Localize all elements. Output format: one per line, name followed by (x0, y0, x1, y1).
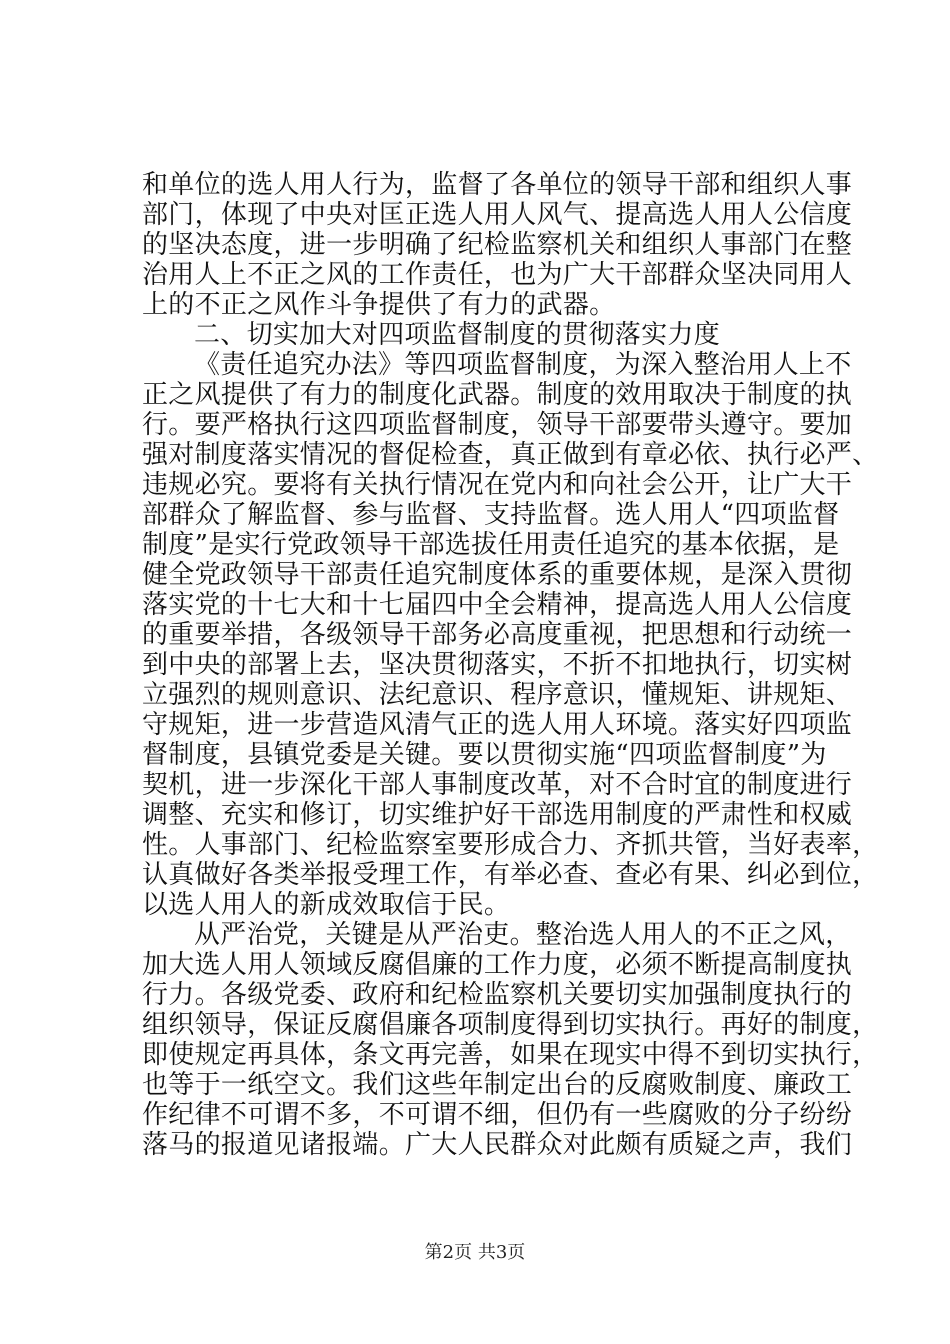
text-line: 加大选人用人领域反腐倡廉的工作力度，必须不断提高制度执 (142, 950, 853, 980)
page-footer (0, 1242, 950, 1264)
text-line: 上的不正之风作斗争提供了有力的武器。 (142, 290, 616, 320)
text-line: 组织领导，保证反腐倡廉各项制度得到切实执行。再好的制度， (142, 1010, 879, 1040)
text-line: 健全党政领导干部责任追究制度体系的重要体规，是深入贯彻 (142, 560, 853, 590)
text-line: 到中央的部署上去，坚决贯彻落实，不折不扣地执行，切实树 (142, 650, 853, 680)
text-line: 落实党的十七大和十七届四中全会精神，提高选人用人公信度 (142, 590, 853, 620)
text-line: 和单位的选人用人行为，监督了各单位的领导干部和组织人事 (142, 170, 853, 200)
text-line: 部群众了解监督、参与监督、支持监督。选人用人“四项监督 (142, 500, 840, 530)
text-line: 部门，体现了中央对匡正选人用人风气、提高选人用人公信度 (142, 200, 853, 230)
text-line: 守规矩，进一步营造风清气正的选人用人环境。落实好四项监 (142, 710, 853, 740)
paragraph-start-line: 《责任追究办法》等四项监督制度，为深入整治用人上不 (194, 350, 852, 380)
text-line: 即使规定再具体，条文再完善，如果在现实中得不到切实执行， (142, 1040, 879, 1070)
text-line: 落马的报道见诸报端。广大人民群众对此颇有质疑之声，我们 (142, 1130, 853, 1160)
text-line: 督制度，县镇党委是关键。要以贯彻实施“四项监督制度”为 (142, 740, 827, 770)
page-number: 第2页 共3页 (424, 1242, 526, 1263)
paragraph-start-line: 从严治党，关键是从严治吏。整治选人用人的不正之风， (194, 920, 852, 950)
text-line: 强对制度落实情况的督促检查，真正做到有章必依、执行必严、 (142, 440, 879, 470)
text-line: 契机，进一步深化干部人事制度改革，对不合时宜的制度进行 (142, 770, 853, 800)
document-body (142, 170, 879, 1160)
text-line: 正之风提供了有力的制度化武器。制度的效用取决于制度的执 (142, 380, 853, 410)
text-line: 的坚决态度，进一步明确了纪检监察机关和组织人事部门在整 (142, 230, 853, 260)
text-line: 制度”是实行党政领导干部选拔任用责任追究的基本依据，是 (142, 530, 840, 560)
text-line: 也等于一纸空文。我们这些年制定出台的反腐败制度、廉政工 (142, 1070, 853, 1100)
text-line: 行力。各级党委、政府和纪检监察机关要切实加强制度执行的 (142, 980, 853, 1010)
section-heading: 二、切实加大对四项监督制度的贯彻落实力度 (194, 320, 721, 350)
text-line: 行。要严格执行这四项监督制度，领导干部要带头遵守。要加 (142, 410, 853, 440)
text-line: 违规必究。要将有关执行情况在党内和向社会公开，让广大干 (142, 470, 853, 500)
text-line: 性。人事部门、纪检监察室要形成合力、齐抓共管，当好表率， (142, 830, 879, 860)
text-line: 以选人用人的新成效取信于民。 (142, 890, 511, 920)
text-line: 治用人上不正之风的工作责任，也为广大干部群众坚决同用人 (142, 260, 853, 290)
text-line: 调整、充实和修订，切实维护好干部选用制度的严肃性和权威 (142, 800, 853, 830)
text-line: 的重要举措，各级领导干部务必高度重视，把思想和行动统一 (142, 620, 853, 650)
text-line: 作纪律不可谓不多，不可谓不细，但仍有一些腐败的分子纷纷 (142, 1100, 853, 1130)
text-line: 立强烈的规则意识、法纪意识、程序意识，懂规矩、讲规矩、 (142, 680, 853, 710)
text-line: 认真做好各类举报受理工作，有举必查、查必有果、纠必到位， (142, 860, 879, 890)
